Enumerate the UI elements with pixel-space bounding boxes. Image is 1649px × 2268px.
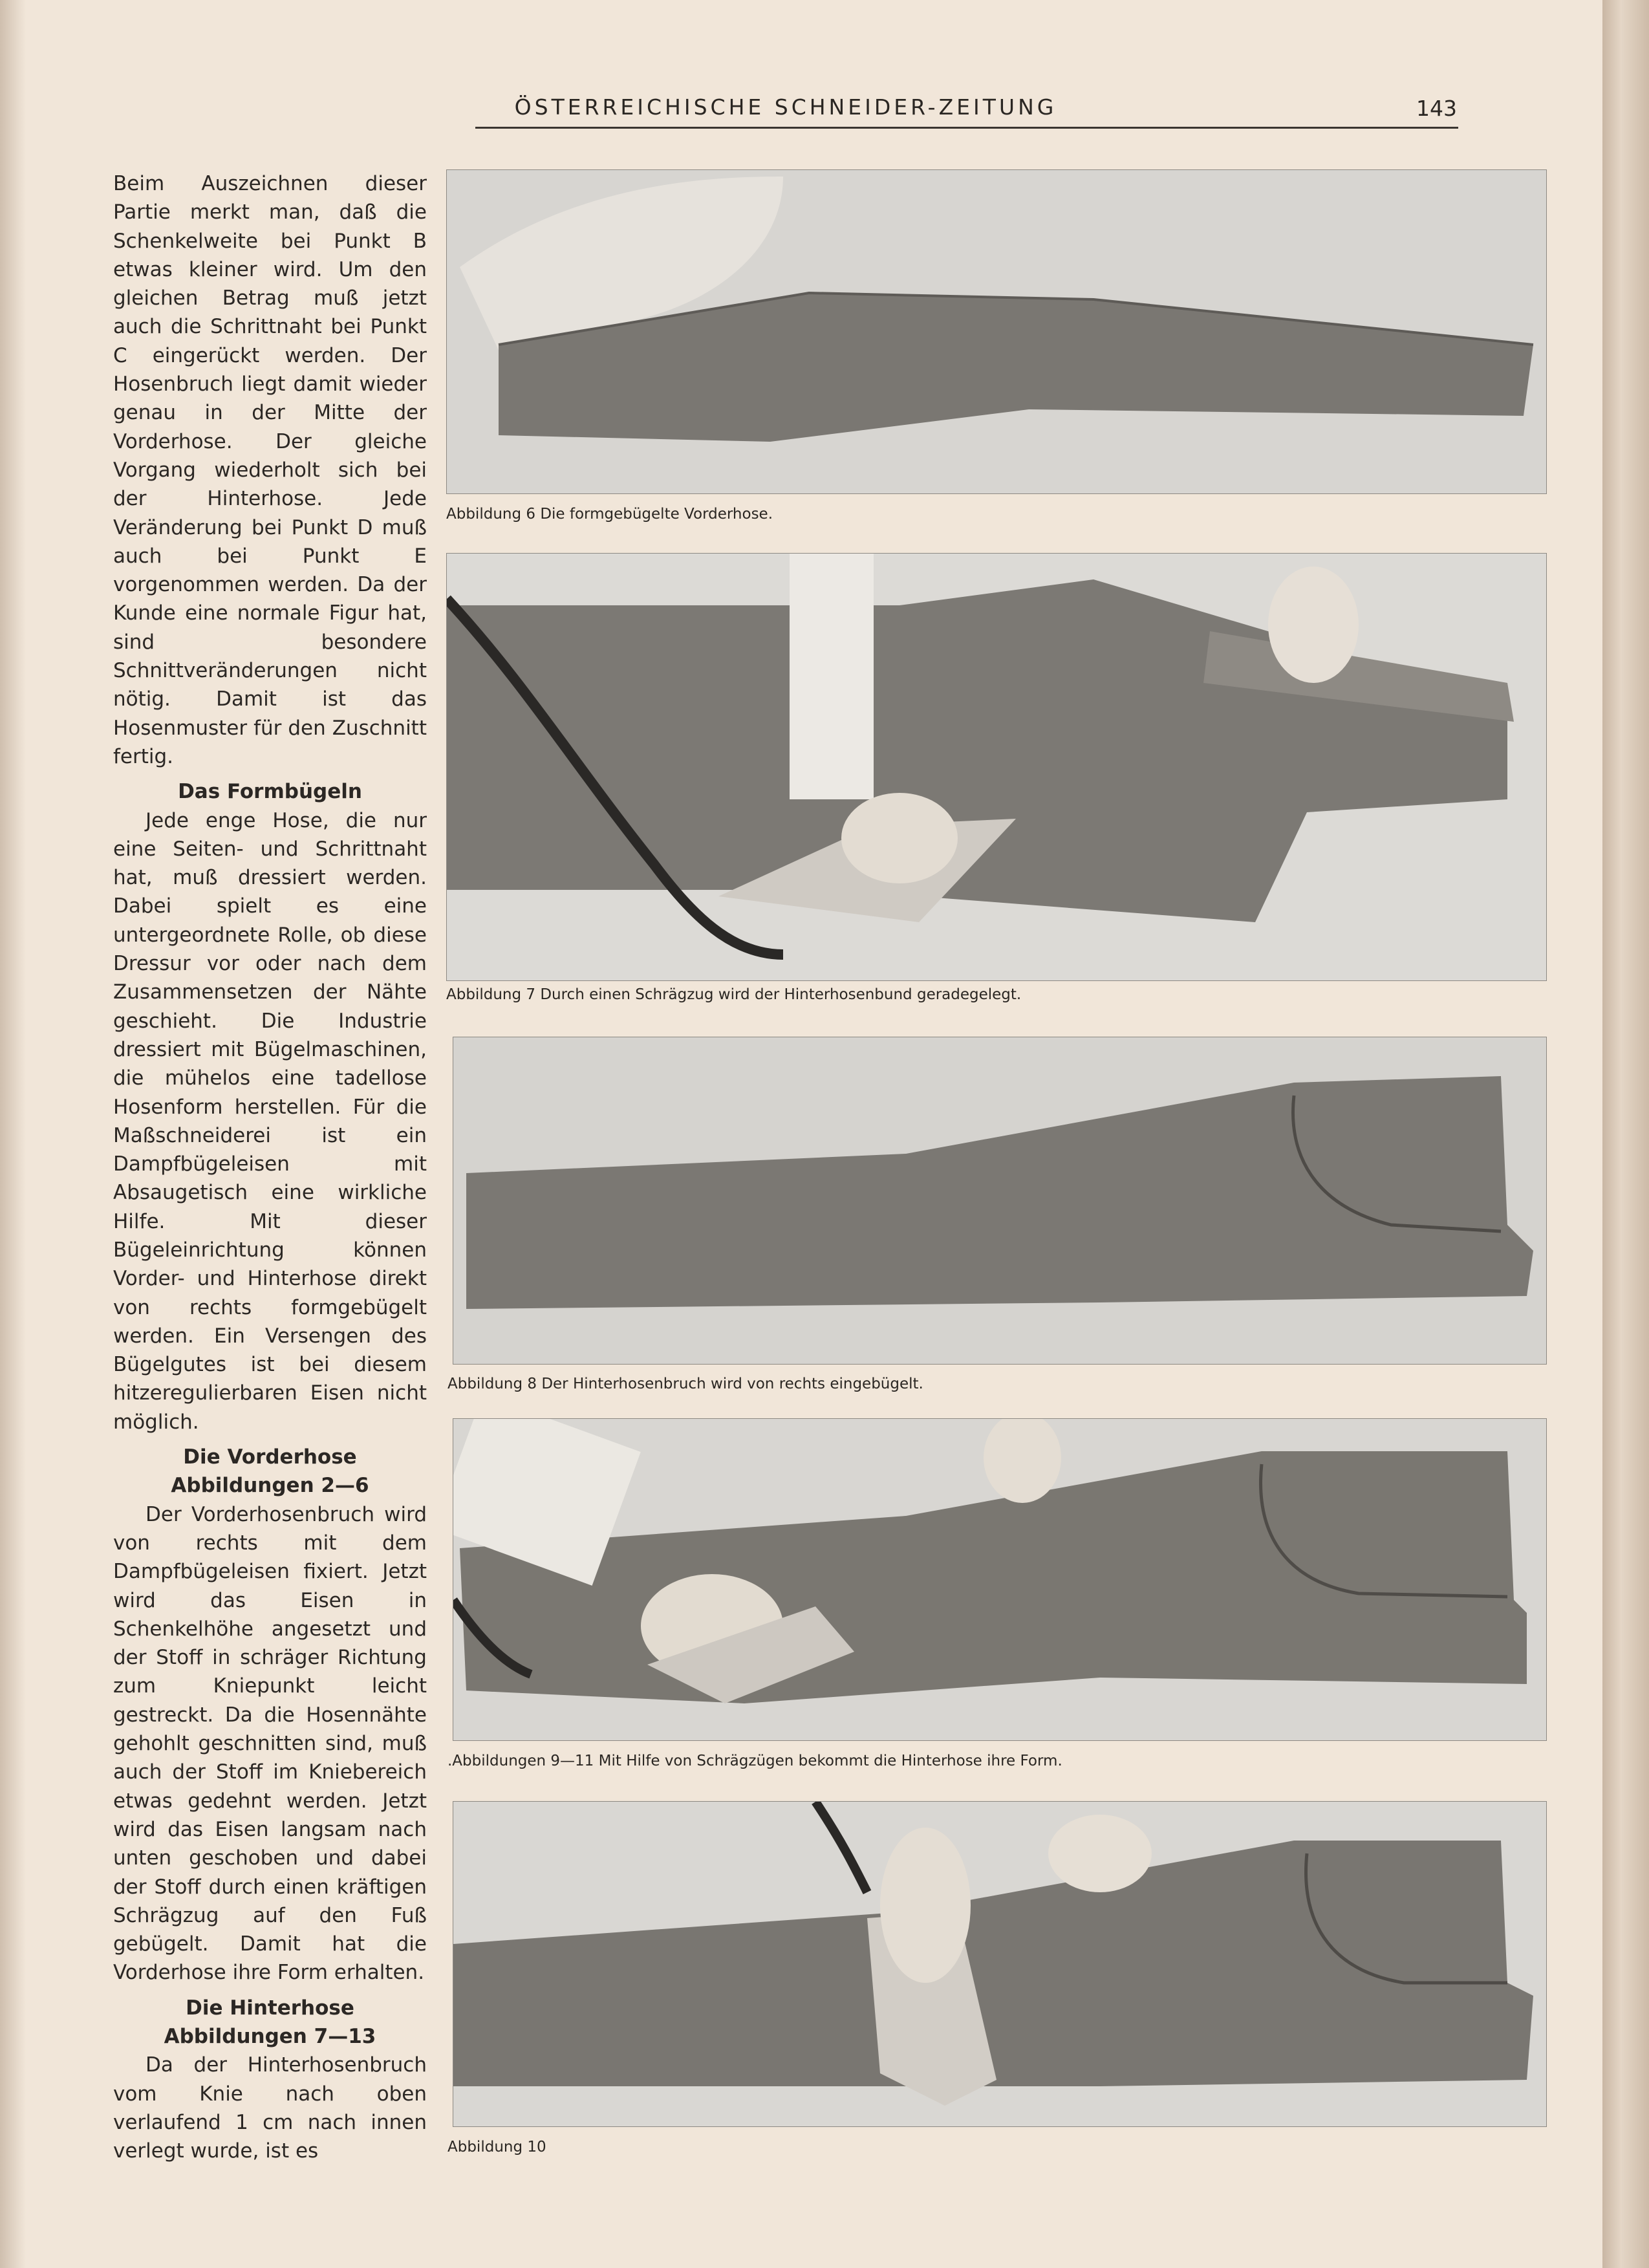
heading-hinterhose-figures: Abbildungen 7—13 [164, 2025, 376, 2048]
page-number: 143 [1416, 96, 1457, 121]
photo-figure-8 [453, 1037, 1547, 1365]
hinterhose-paragraph: Da der Hinterhosenbruch vom Knie nach oben verlaufend 1 cm nach innen verlegt wurde, ist es [113, 2053, 427, 2163]
photo-figure-9 [453, 1418, 1547, 1741]
photo-figure-6 [446, 169, 1547, 494]
text-column [113, 169, 427, 2165]
heading-vorderhose-figures: Abbildungen 2—6 [171, 1474, 369, 1498]
photo-figure-10 [453, 1801, 1547, 2127]
caption-figure-10: Abbildung 10 [447, 2139, 546, 2155]
page-stain [0, 0, 26, 2268]
intro-paragraph: Beim Auszeichnen dieser Partie merkt man, daß die Schenkelweite bei Punkt B etwas kleiner wird. Um den gleichen Betrag muß jetzt auch die Schrittnaht bei Punkt C eingerückt werden. Der Hosenbruch liegt damit wieder genau in der Mitte der Vorderhose. Der gleiche Vorgang wiederholt sich bei der Hinterhose. Jede Veränderung bei Punkt D muß auch bei Punkt E vorgenommen werden. Da der Kunde eine normale Figur hat, sind besondere Schnittveränderungen nicht nötig. Damit ist das Hosenmuster für den Zuschnitt fertig. [113, 172, 427, 768]
caption-figure-8: Abbildung 8 Der Hinterhosenbruch wird von rechts eingebügelt. [447, 1376, 923, 1392]
caption-figure-7: Abbildung 7 Durch einen Schrägzug wird der Hinterhosenbund geradegelegt. [446, 986, 1022, 1003]
photo-figure-7 [446, 553, 1547, 981]
heading-vorderhose: Die Vorderhose [183, 1445, 357, 1469]
heading-hinterhose: Die Hinterhose [186, 1996, 354, 2020]
header-rule [475, 127, 1458, 129]
heading-formbuegeln: Das Formbügeln [178, 780, 362, 804]
running-header-title: ÖSTERREICHISCHE SCHNEIDER-ZEITUNG [514, 94, 1057, 120]
formbuegeln-paragraph: Jede enge Hose, die nur eine Seiten- und Schrittnaht hat, muß dressiert werden. Dabei spielt es eine untergeordnete Rolle, ob diese Dressur vor oder nach dem Zusammensetzen der Nähte geschieht. Die Industrie dressiert mit Bügelmaschinen, die mühelos eine tadellose Hosenform herstellen. Für die Maßschneiderei ist ein Dampfbügeleisen mit Absaugetisch eine wirkliche Hilfe. Mit dieser Bügeleinrichtung können Vorder- und Hinterhose direkt von rechts formgebügelt werden. Ein Versengen des Bügelgutes ist bei diesem hitzeregulierbaren Eisen nicht möglich. [113, 808, 427, 1434]
caption-figure-6: Abbildung 6 Die formgebügelte Vorderhose. [446, 506, 773, 523]
page-edge [1602, 0, 1649, 2268]
vorderhose-paragraph: Der Vorderhosenbruch wird von rechts mit dem Dampfbügeleisen fixiert. Jetzt wird das Eisen in Schenkelhöhe angesetzt und der Stoff in schräger Richtung zum Kniepunkt leicht gestreckt. Da die Hosennähte gehohlt geschnitten sind, muß auch der Stoff im Kniebereich etwas gedehnt werden. Jetzt wird das Eisen langsam nach unten geschoben und dabei der Stoff durch einen kräftigen Schrägzug auf den Fuß gebügelt. Damit hat die Vorderhose ihre Form erhalten. [113, 1502, 427, 1985]
caption-figures-9-11: .Abbildungen 9—11 Mit Hilfe von Schrägzügen bekommt die Hinterhose ihre Form. [447, 1753, 1062, 1769]
